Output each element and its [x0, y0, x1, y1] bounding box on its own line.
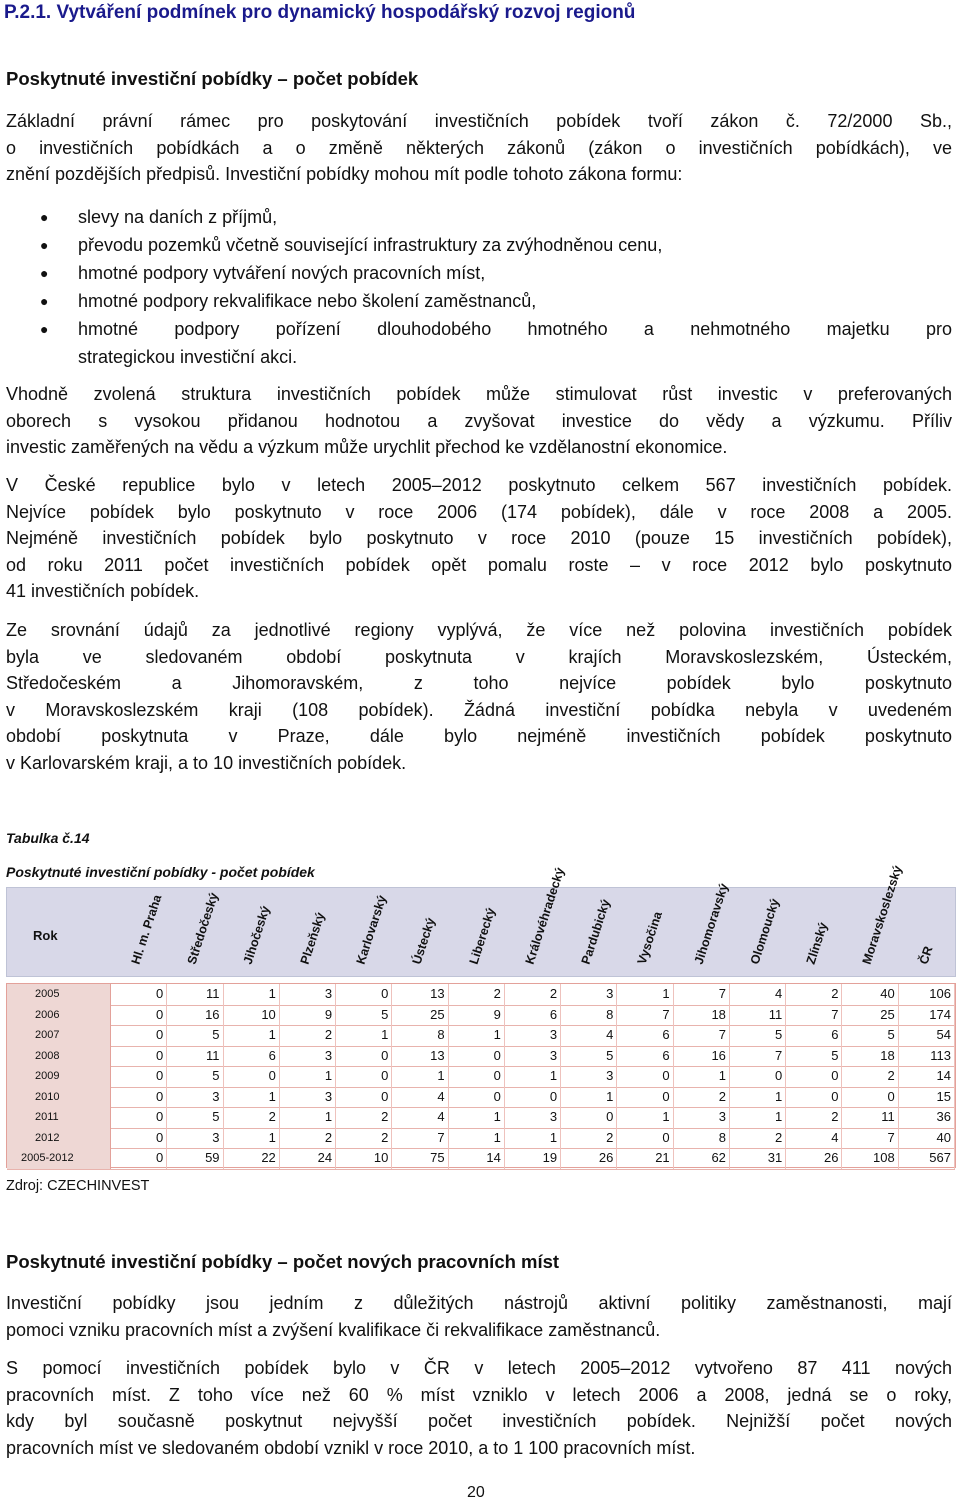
table-cell: 2: [786, 1107, 842, 1128]
text-line: 41 investičních pobídek.: [6, 581, 200, 601]
table-cell: 8: [674, 1128, 730, 1149]
table-cell: 1: [336, 1025, 392, 1046]
table-cell: 2: [674, 1087, 730, 1108]
table-cell: 2: [280, 1128, 336, 1149]
table-cell: 3: [280, 1087, 336, 1108]
list-item: ● hmotné podpory rekvalifikace nebo školení zaměstnanců,: [38, 287, 952, 315]
page-number: 20: [467, 1484, 485, 1501]
table-cell: 0: [842, 1087, 898, 1108]
table-cell: 6: [505, 1005, 561, 1026]
table-cell: 2: [336, 1128, 392, 1149]
row-year-label: 2009: [7, 1066, 111, 1087]
text-line: Základní právní rámec pro poskytování investičních pobídek tvoří zákon č. 72/2000 Sb.,: [6, 111, 952, 131]
text-line: Nejméně investičních pobídek bylo poskytnuto v roce 2010 (pouze 15 investičních pobídek),: [6, 528, 952, 548]
column-header: Ústecký: [409, 916, 439, 966]
text-line: znění pozdějších předpisů. Investiční pobídky mohou mít podle tohoto zákona formu:: [6, 164, 683, 184]
section-title-pobidky: Poskytnuté investiční pobídky – počet pobídek: [6, 68, 419, 89]
list-item: ● převodu pozemků včetně související infrastruktury za zvýhodněnou cenu,: [38, 231, 952, 259]
table-label: Tabulka č.14: [6, 830, 90, 846]
table-cell: 0: [111, 1107, 167, 1128]
table-cell: 113: [899, 1046, 955, 1067]
text-line: v Moravskoslezském kraji (108 pobídek). Žádná investiční pobídka nebyla v uvedeném: [6, 699, 952, 720]
table-cell: 2: [730, 1128, 786, 1149]
table-cell: 5: [167, 1107, 223, 1128]
column-header-rok: Rok: [33, 928, 58, 943]
table-cell: 0: [111, 1025, 167, 1046]
table-cell: 2: [280, 1025, 336, 1046]
table-cell: 11: [730, 1005, 786, 1026]
table-cell: 3: [674, 1107, 730, 1128]
table-cell: 11: [842, 1107, 898, 1128]
table-row: [7, 1107, 955, 1129]
bullet-icon: ●: [40, 265, 49, 281]
table-cell: 0: [505, 1087, 561, 1108]
table-cell: 0: [786, 1087, 842, 1108]
text-line: v Karlovarském kraji, a to 10 investičních pobídek.: [6, 752, 407, 773]
table-cell: 19: [505, 1148, 561, 1169]
table-cell: 8: [561, 1005, 617, 1026]
list-item: ● slevy na daních z příjmů,: [38, 203, 952, 231]
table-cell: 11: [167, 1046, 223, 1067]
table-cell: 31: [730, 1148, 786, 1169]
text-line: Ze srovnání údajů za jednotlivé regiony vyplývá, že více než polovina investičních pobídek: [6, 620, 952, 640]
table-cell: 18: [674, 1005, 730, 1026]
table-cell: 1: [449, 1128, 505, 1149]
table-cell: 10: [224, 1005, 280, 1026]
bullet-icon: ●: [40, 321, 49, 337]
paragraph-structure: [6, 381, 952, 461]
text-line: Vhodně zvolená struktura investičních pobídek může stimulovat růst investic v preferovaných: [6, 384, 952, 404]
table-cell: 0: [111, 1148, 167, 1169]
table-cell: 24: [280, 1148, 336, 1169]
table-cell: 25: [392, 1005, 448, 1026]
section-title-jobs: Poskytnuté investiční pobídky – počet nových pracovních míst: [6, 1251, 560, 1272]
table-cell: 40: [899, 1128, 955, 1149]
table-cell: 1: [505, 1066, 561, 1087]
table-cell: 5: [167, 1066, 223, 1087]
table-cell: 3: [505, 1025, 561, 1046]
table-cell: 1: [224, 984, 280, 1005]
table-cell: 1: [449, 1107, 505, 1128]
table-cell: 5: [730, 1025, 786, 1046]
table-cell: 7: [730, 1046, 786, 1067]
paragraph-jobs-intro: [6, 1290, 952, 1343]
table-row: [7, 1066, 955, 1088]
table-cell: 106: [899, 984, 955, 1005]
bullet-list-forms: [38, 203, 952, 371]
table-cell: 1: [561, 1087, 617, 1108]
table-cell: 2: [505, 984, 561, 1005]
table-cell: 0: [336, 984, 392, 1005]
table-cell: 1: [224, 1087, 280, 1108]
table-cell: 2: [786, 984, 842, 1005]
table-cell: 2: [449, 984, 505, 1005]
table-cell: 5: [561, 1046, 617, 1067]
table-cell: 0: [111, 1128, 167, 1149]
table-cell: 5: [167, 1025, 223, 1046]
table-cell: 0: [449, 1066, 505, 1087]
table-cell: 0: [449, 1087, 505, 1108]
column-header: Středočeský: [184, 890, 222, 966]
page-heading: P.2.1. Vytváření podmínek pro dynamický hospodářský rozvoj regionů: [4, 2, 636, 23]
table-cell: 4: [392, 1107, 448, 1128]
table-cell: 15: [899, 1087, 955, 1108]
table-cell: 0: [730, 1066, 786, 1087]
table-cell: 2: [224, 1107, 280, 1128]
table-cell: 0: [449, 1046, 505, 1067]
table-cell: 7: [617, 1005, 673, 1026]
table-cell: 8: [392, 1025, 448, 1046]
text-line: kdy byl současně poskytnut nejvyšší počet investičních pobídek. Nejnižší počet nových: [6, 1411, 952, 1431]
column-header: Karlovarský: [353, 893, 390, 966]
bullet-icon: ●: [40, 237, 49, 253]
paragraph-jobs-stats: [6, 1355, 952, 1461]
table-cell: 1: [449, 1025, 505, 1046]
table-cell: 9: [449, 1005, 505, 1026]
table-cell: 7: [674, 1025, 730, 1046]
table-cell: 10: [336, 1148, 392, 1169]
table-cell: 16: [167, 1005, 223, 1026]
column-header: Hl. m. Praha: [128, 892, 165, 966]
table-cell: 0: [786, 1066, 842, 1087]
column-header: Jihomoravský: [691, 881, 731, 966]
table-cell: 6: [617, 1046, 673, 1067]
table-cell: 1: [674, 1066, 730, 1087]
table-row: [7, 1087, 955, 1109]
column-header: Jihočeský: [241, 904, 274, 966]
table-cell: 0: [561, 1107, 617, 1128]
row-year-label: 2005-2012: [7, 1148, 111, 1169]
table-row: [7, 1025, 955, 1047]
text-line: od roku 2011 počet investičních pobídek opět pomalu roste – v roce 2012 bylo poskytnuto: [6, 554, 952, 575]
table-cell: 26: [561, 1148, 617, 1169]
table-cell: 0: [617, 1087, 673, 1108]
table-cell: 62: [674, 1148, 730, 1169]
text-line: byla ve sledovaném období poskytnuta v krajích Moravskoslezském, Ústeckém,: [6, 646, 952, 667]
table-cell: 14: [449, 1148, 505, 1169]
table-cell: 567: [899, 1148, 955, 1169]
table-cell: 18: [842, 1046, 898, 1067]
table-cell: 0: [336, 1087, 392, 1108]
table-cell: 0: [224, 1066, 280, 1087]
table-cell: 0: [111, 1046, 167, 1067]
row-year-label: 2011: [7, 1107, 111, 1128]
table-cell: 11: [167, 984, 223, 1005]
table-cell: 9: [280, 1005, 336, 1026]
table-cell: 4: [730, 984, 786, 1005]
table-row: [7, 1046, 955, 1068]
column-header: Královéhradecký: [522, 865, 567, 966]
table-cell: 1: [224, 1025, 280, 1046]
table-row: [7, 984, 955, 1006]
table-cell: 7: [842, 1128, 898, 1149]
table-cell: 16: [674, 1046, 730, 1067]
table-cell: 3: [561, 984, 617, 1005]
table-cell: 26: [786, 1148, 842, 1169]
table-cell: 25: [842, 1005, 898, 1026]
column-header: Pardubický: [578, 897, 613, 966]
row-year-label: 2008: [7, 1046, 111, 1067]
table-cell: 3: [505, 1107, 561, 1128]
text-line: období poskytnuta v Praze, dále bylo nejméně investičních pobídek poskytnuto: [6, 726, 952, 746]
table-cell: 5: [842, 1025, 898, 1046]
row-year-label: 2010: [7, 1087, 111, 1108]
table-body: [6, 983, 956, 1168]
table-cell: 1: [280, 1066, 336, 1087]
text-line: pracovních míst. Z toho více než 60 % míst vzniklo v letech 2006 a 2008, jedná se o roky,: [6, 1384, 952, 1405]
paragraph-statistics: [6, 472, 952, 605]
text-line: investic zaměřených na vědu a výzkum může urychlit přechod ke vzdělanostní ekonomice.: [6, 437, 728, 457]
table-cell: 174: [899, 1005, 955, 1026]
table-cell: 0: [111, 1005, 167, 1026]
table-cell: 6: [617, 1025, 673, 1046]
column-header: Liberecký: [466, 906, 498, 966]
text-line: oborech s vysokou přidanou hodnotou a zvyšovat investice do vědy a výzkumu. Příliv: [6, 410, 952, 431]
table-cell: 1: [224, 1128, 280, 1149]
paragraph-regions: [6, 617, 952, 776]
table-cell: 6: [786, 1025, 842, 1046]
list-item: ● hmotné podpory vytváření nových pracovních míst,: [38, 259, 952, 287]
table-cell: 13: [392, 984, 448, 1005]
table-cell: 1: [730, 1087, 786, 1108]
source-note: Zdroj: CZECHINVEST: [6, 1178, 150, 1194]
table-cell: 108: [842, 1148, 898, 1169]
table-cell: 7: [674, 984, 730, 1005]
table-cell: 2: [336, 1107, 392, 1128]
table-cell: 54: [899, 1025, 955, 1046]
table-cell: 0: [111, 984, 167, 1005]
table-cell: 0: [617, 1066, 673, 1087]
table-cell: 0: [336, 1046, 392, 1067]
table-cell: 0: [617, 1128, 673, 1149]
table-cell: 14: [899, 1066, 955, 1087]
table-cell: 2: [842, 1066, 898, 1087]
table-row: [7, 1005, 955, 1027]
row-year-label: 2006: [7, 1005, 111, 1026]
table-cell: 6: [224, 1046, 280, 1067]
table-cell: 13: [392, 1046, 448, 1067]
column-header: Vysočina: [635, 909, 666, 966]
list-item: ● hmotné podpory pořízení dlouhodobého hmotného a nehmotného majetku pro strategickou investiční akci.: [38, 315, 952, 371]
table-cell: 1: [617, 1107, 673, 1128]
table-cell: 36: [899, 1107, 955, 1128]
table-cell: 4: [786, 1128, 842, 1149]
table-cell: 0: [111, 1087, 167, 1108]
table-cell: 3: [280, 1046, 336, 1067]
table-cell: 1: [392, 1066, 448, 1087]
table-cell: 7: [786, 1005, 842, 1026]
text-line: Nejvíce pobídek bylo poskytnuto v roce 2006 (174 pobídek), dále v roce 2008 a 2005.: [6, 501, 952, 522]
column-header: Olomoucký: [747, 896, 782, 966]
column-header: Moravskoslezský: [860, 863, 906, 966]
table-row: [7, 1148, 955, 1170]
table-cell: 0: [111, 1066, 167, 1087]
row-year-label: 2007: [7, 1025, 111, 1046]
table-cell: 1: [505, 1128, 561, 1149]
column-header: Plzeňský: [297, 910, 328, 966]
bullet-icon: ●: [40, 209, 49, 225]
text-line: pracovních míst ve sledovaném období vznikl v roce 2010, a to 1 100 pracovních míst.: [6, 1437, 696, 1458]
table-cell: 3: [167, 1128, 223, 1149]
column-header: ČR: [916, 944, 936, 966]
bullet-icon: ●: [40, 293, 49, 309]
table-cell: 1: [617, 984, 673, 1005]
table-cell: 0: [336, 1066, 392, 1087]
table-cell: 22: [224, 1148, 280, 1169]
table-cell: 1: [280, 1107, 336, 1128]
table-title: Poskytnuté investiční pobídky - počet pobídek: [6, 864, 315, 880]
table-cell: 59: [167, 1148, 223, 1169]
table-cell: 40: [842, 984, 898, 1005]
table-cell: 7: [392, 1128, 448, 1149]
text-line: S pomocí investičních pobídek bylo v ČR v letech 2005–2012 vytvořeno 87 411 nových: [6, 1358, 952, 1378]
table-cell: 2: [561, 1128, 617, 1149]
table-cell: 21: [617, 1148, 673, 1169]
text-line: Investiční pobídky jsou jedním z důležitých nástrojů aktivní politiky zaměstnanosti, mají: [6, 1293, 952, 1313]
row-year-label: 2005: [7, 984, 111, 1005]
table-cell: 1: [730, 1107, 786, 1128]
paragraph-legal-framework: [6, 108, 952, 188]
column-header: Zlínský: [803, 920, 831, 966]
table-cell: 3: [505, 1046, 561, 1067]
text-line: o investičních pobídkách a o změně některých zákonů (zákon o investičních pobídkách), ve: [6, 137, 952, 158]
row-year-label: 2012: [7, 1128, 111, 1149]
table-row: [7, 1128, 955, 1150]
table-cell: 5: [786, 1046, 842, 1067]
table-cell: 4: [392, 1087, 448, 1108]
table-cell: 3: [561, 1066, 617, 1087]
text-line: Středočeském a Jihomoravském, z toho nejvíce pobídek bylo poskytnuto: [6, 673, 952, 693]
text-line: V České republice bylo v letech 2005–2012 poskytnuto celkem 567 investičních pobídek.: [6, 475, 952, 495]
table-cell: 4: [561, 1025, 617, 1046]
table-cell: 5: [336, 1005, 392, 1026]
table-cell: 75: [392, 1148, 448, 1169]
table-cell: 3: [167, 1087, 223, 1108]
table-cell: 3: [280, 984, 336, 1005]
text-line: pomoci vzniku pracovních míst a zvýšení kvalifikace či rekvalifikace zaměstnanců.: [6, 1319, 661, 1340]
